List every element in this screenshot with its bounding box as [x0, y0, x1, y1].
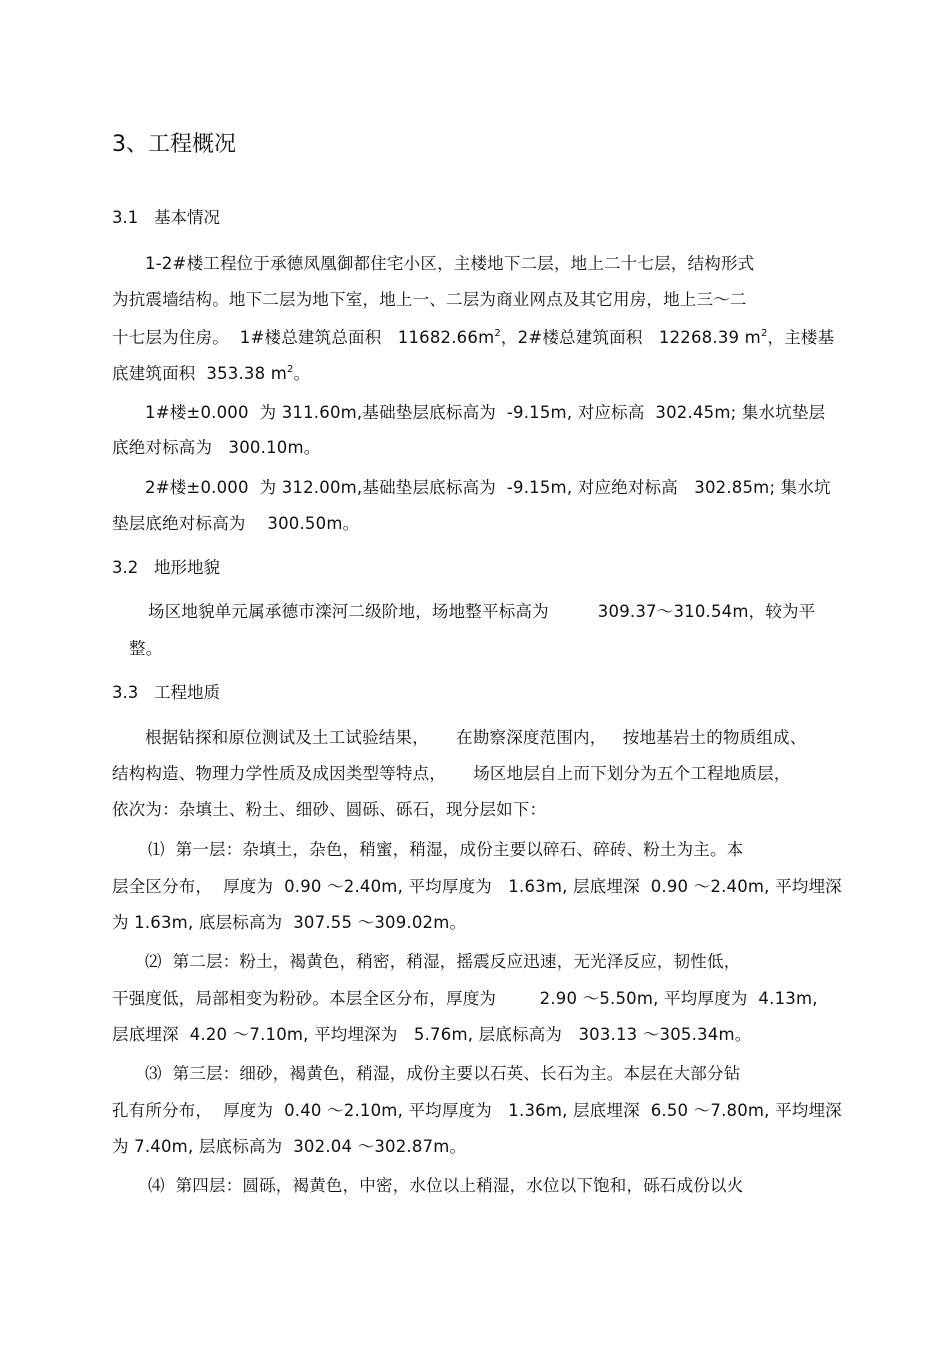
layer-4-line: ⑷ 第四层：圆砾，褐黄色，中密，水位以上稍湿，水位以下饱和，砾石成份以火 — [148, 1176, 744, 1195]
paragraph-line: 场区地貌单元属承德市滦河二级阶地，场地整平标高为 309.37～310.54m，较为平 — [148, 602, 816, 621]
layer-2-line: ⑵ 第二层：粉土，褐黄色，稍密，稍湿，摇震反应迅速，无光泽反应，韧性低， — [145, 952, 741, 971]
paragraph-line-area — [112, 328, 834, 348]
superscript: 2 — [760, 328, 768, 339]
layer-3-line: 为 7.40m, 层底标高为 302.04 ～302.87m。 — [112, 1137, 467, 1156]
layer-3-line: ⑶ 第三层：细砂，褐黄色，稍湿，成份主要以石英、长石为主。本层在大部分钻 — [145, 1064, 741, 1083]
paragraph-line: 底绝对标高为 300.10m。 — [112, 438, 321, 457]
paragraph-line: 垫层底绝对标高为 300.50m。 — [112, 514, 360, 533]
paragraph-line: 根据钻探和原位测试及土工试验结果， 在勘察深度范围内， 按地基岩土的物质组成、 — [145, 728, 807, 747]
superscript: 2 — [494, 328, 501, 339]
area-text-2: ，2#楼总建筑面积 12268.39 m — [500, 328, 761, 347]
paragraph-line: 2#楼±0.000 为 312.00m,基础垫层底标高为 -9.15m, 对应绝对标高 302.85m; 集水坑 — [145, 478, 831, 497]
section-title: 3、工程概况 — [112, 132, 236, 157]
superscript: 2 — [287, 364, 294, 375]
paragraph-line: 1#楼±0.000 为 311.60m,基础垫层底标高为 -9.15m, 对应标高 302.45m; 集水坑垫层 — [145, 403, 826, 422]
heading-3-3: 3.3 工程地质 — [112, 683, 220, 702]
area-text-5: 。 — [293, 364, 311, 383]
paragraph-line: 为抗震墙结构。地下二层为地下室，地上一、二层为商业网点及其它用房，地上三～二 — [112, 290, 747, 309]
paragraph-line: 整。 — [129, 639, 163, 658]
layer-3-line: 孔有所分布， 厚度为 0.40 ～2.10m, 平均厚度为 1.36m, 层底埋深 6.50 ～7.80m, 平均埋深 — [112, 1101, 842, 1120]
area-text-3: ，主楼基 — [767, 328, 835, 347]
paragraph-line: 结构构造、物理力学性质及成因类型等特点， 场区地层自上而下划分为五个工程地质层， — [112, 764, 791, 783]
layer-1-line: 为 1.63m, 底层标高为 307.55 ～309.02m。 — [112, 913, 467, 932]
layer-2-line: 层底埋深 4.20 ～7.10m, 平均埋深为 5.76m, 层底标高为 303.13 ～305.34m。 — [112, 1025, 752, 1044]
heading-3-1: 3.1 基本情况 — [112, 208, 220, 227]
layer-1-line: 层全区分布， 厚度为 0.90 ～2.40m, 平均厚度为 1.63m, 层底埋深 0.90 ～2.40m, 平均埋深 — [112, 877, 842, 896]
paragraph-line: 依次为：杂填土、粉土、细砂、圆砾、砾石，现分层如下： — [112, 800, 547, 819]
heading-3-2: 3.2 地形地貌 — [112, 558, 220, 577]
area-text-4: 底建筑面积 353.38 m — [112, 364, 288, 383]
paragraph-line-area — [112, 364, 310, 384]
layer-2-line: 干强度低，局部相变为粉砂。本层全区分布，厚度为 2.90 ～5.50m, 平均厚度为 4.13m, — [112, 989, 818, 1008]
paragraph-line: 1-2#楼工程位于承德凤凰御都住宅小区，主楼地下二层，地上二十七层，结构形式 — [145, 254, 755, 273]
area-text-1: 十七层为住房。 1#楼总建筑总面积 11682.66m — [112, 328, 495, 347]
layer-1-line: ⑴ 第一层：杂填土，杂色，稍蜜，稍湿，成份主要以碎石、碎砖、粉土为主。本 — [148, 840, 744, 859]
